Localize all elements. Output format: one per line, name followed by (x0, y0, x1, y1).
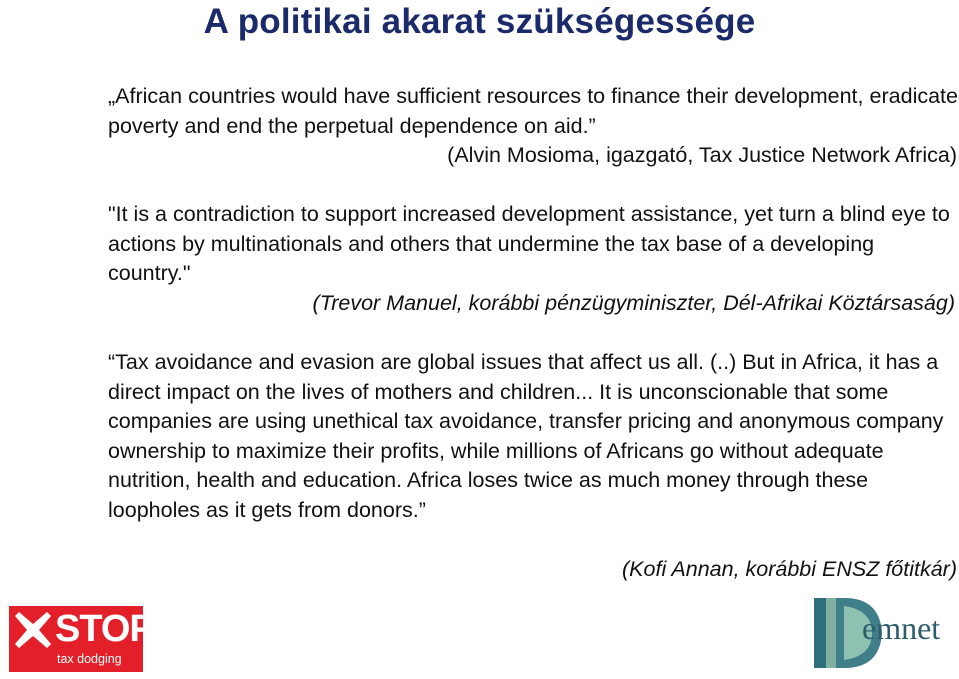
emnet-logo (814, 592, 940, 674)
emnet-logo-word: emnet (862, 610, 941, 646)
stop-logo-word: STOP (55, 608, 154, 650)
quote-annan: “Tax avoidance and evasion are global issues that affect us all. (..) But in Africa, it has a direct impact on the lives of mothers and children... It is unconscionable that some companies are using unethical tax avoidance, transfer pricing and anonymous company ownership to maximize their profits, while millions of Africans go without adequate nutrition, health and education. Africa loses twice as much money through these loopholes as it gets from donors.” (108, 350, 944, 522)
attribution-mosioma: (Alvin Mosioma, igazgató, Tax Justice Network Africa) (447, 143, 957, 167)
attribution-manuel: (Trevor Manuel, korábbi pénzügyminiszter, Dél-Afrikai Köztársaság) (312, 291, 955, 315)
x-mark-icon (13, 610, 53, 650)
attribution-annan: (Kofi Annan, korábbi ENSZ főtitkár) (622, 557, 957, 581)
stop-tax-dodging-logo (9, 606, 154, 672)
quote-mosioma: „African countries would have sufficient resources to finance their development, eradicate poverty and end the perpetual dependence on aid.” (108, 84, 958, 138)
stop-logo-subtitle: tax dodging (57, 652, 122, 666)
quote-manuel: "It is a contradiction to support increased development assistance, yet turn a blind eye to actions by multinationals and others that undermine the tax base of a developing country." (108, 202, 950, 285)
slide-title: A politikai akarat szükségessége (203, 2, 756, 41)
